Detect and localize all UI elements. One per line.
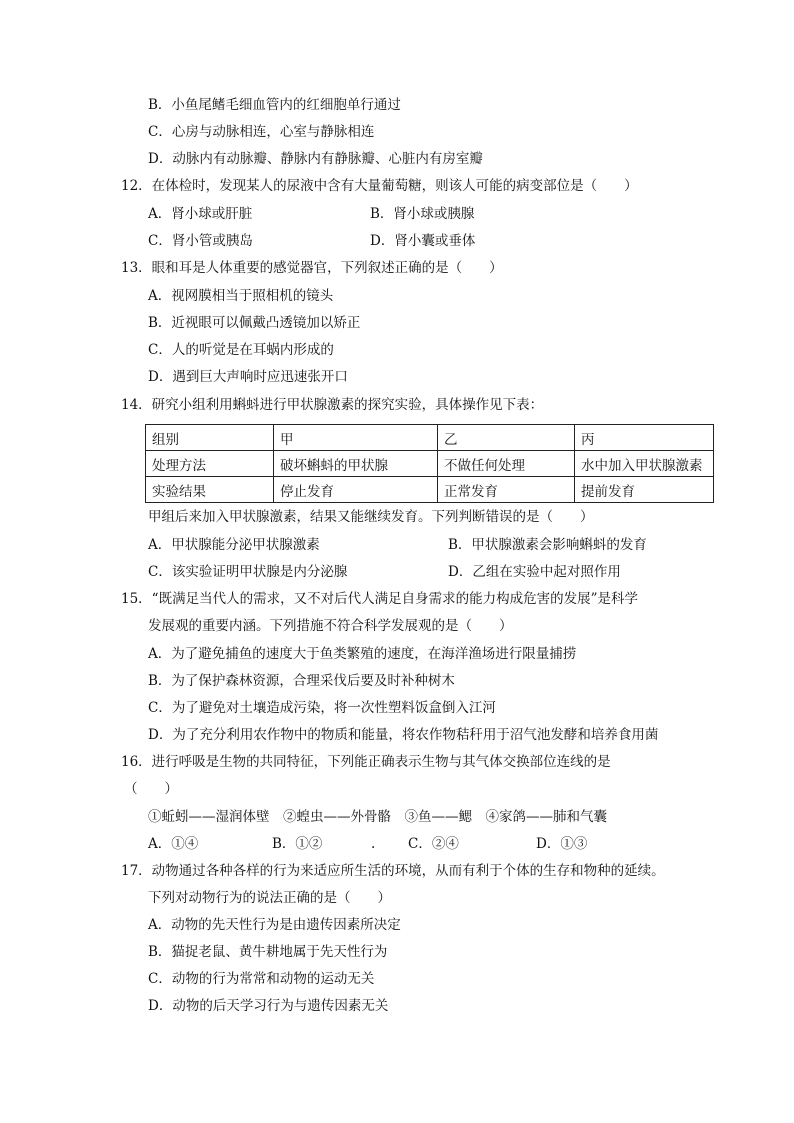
q15-option-a: A．为了避免捕鱼的速度大于鱼类繁殖的速度，在海洋渔场进行限量捕捞 (148, 646, 577, 662)
q15-option-b: B．为了保护森林资源，合理采伐后要及时补种树木 (148, 673, 455, 689)
q14-option-d: D．乙组在实验中起对照作用 (448, 564, 621, 580)
table-cell: 提前发育 (575, 477, 714, 503)
q14-option-a: A．甲状腺能分泌甲状腺激素 (148, 537, 320, 553)
q16-option-d: D．①③ (536, 836, 588, 852)
q13-stem: 13．眼和耳是人体重要的感觉器官，下列叙述正确的是（ ） (121, 260, 503, 276)
table-cell: 不做任何处理 (438, 451, 575, 477)
table-cell: 正常发育 (438, 477, 575, 503)
table-cell: 破坏蝌蚪的甲状腺 (274, 451, 438, 477)
q14-option-b: B．甲状腺激素会影响蝌蚪的发育 (448, 537, 647, 553)
q14-option-c: C．该实验证明甲状腺是内分泌腺 (148, 564, 348, 580)
table-cell: 水中加入甲状腺激素 (575, 451, 714, 477)
q12-option-a: A．肾小球或肝脏 (148, 206, 253, 222)
q12-stem: 12．在体检时，发现某人的尿液中含有大量葡萄糖，则该人可能的病变部位是（ ） (121, 178, 638, 194)
q11-option-d: D．动脉内有动脉瓣、静脉内有静脉瓣、心脏内有房室瓣 (148, 151, 483, 167)
q11-option-b: B．小鱼尾鳍毛细血管内的红细胞单行通过 (148, 97, 401, 113)
q14-stem: 14．研究小组利用蝌蚪进行甲状腺激素的探究实验，具体操作见下表： (121, 397, 544, 413)
table-row (146, 451, 714, 477)
q13-option-d: D．遇到巨大声响时应迅速张开口 (148, 369, 348, 385)
q13-option-b: B．近视眼可以佩戴凸透镜加以矫正 (148, 315, 361, 331)
q15-option-c: C．为了避免对土壤造成污染，将一次性塑料饭盒倒入江河 (148, 700, 496, 716)
q17-option-a: A．动物的先天性行为是由遗传因素所决定 (148, 917, 401, 933)
table-header-cell: 甲 (274, 425, 438, 451)
q15-stem-line1: 15．“既满足当代人的需求，又不对后代人满足自身需求的能力构成危害的发展”是科学 (121, 591, 638, 607)
q17-stem-line2: 下列对动物行为的说法正确的是（ ） (148, 890, 391, 906)
q14-after-text: 甲组后来加入甲状腺激素，结果又能继续发育。下列判断错误的是（ ） (148, 509, 594, 525)
table-row (146, 477, 714, 503)
q17-option-b: B．猫捉老鼠、黄牛耕地属于先天性行为 (148, 944, 388, 960)
q11-option-c: C．心房与动脉相连，心室与静脉相连 (148, 124, 375, 140)
q14-experiment-table (145, 424, 714, 503)
q17-option-d: D．动物的后天学习行为与遗传因素无关 (148, 998, 389, 1014)
q16-stray-dot: . (371, 836, 376, 852)
q12-option-c: C．肾小管或胰岛 (148, 233, 253, 249)
q12-option-b: B．肾小球或胰腺 (370, 206, 475, 222)
q13-option-a: A．视网膜相当于照相机的镜头 (148, 288, 334, 304)
q16-option-c: C．②④ (408, 836, 459, 852)
q16-stem-line2: （ ） (124, 781, 178, 797)
table-row (146, 425, 714, 451)
table-header-cell: 乙 (438, 425, 575, 451)
q17-stem-line1: 17．动物通过各种各样的行为来适应所生活的环境，从而有利于个体的生存和物种的延续。 (121, 863, 665, 879)
table-cell: 停止发育 (274, 477, 438, 503)
table-header-cell: 丙 (575, 425, 714, 451)
q13-option-c: C．人的听觉是在耳蜗内形成的 (148, 342, 334, 358)
q15-option-d: D．为了充分利用农作物中的物质和能量，将农作物秸秆用于沼气池发酵和培养食用菌 (148, 727, 659, 743)
table-header-cell: 组别 (146, 425, 274, 451)
table-cell: 处理方法 (146, 451, 274, 477)
table-cell: 实验结果 (146, 477, 274, 503)
q12-option-d: D．肾小囊或垂体 (370, 233, 476, 249)
q17-option-c: C．动物的行为常常和动物的运动无关 (148, 971, 375, 987)
q15-stem-line2: 发展观的重要内涵。下列措施不符合科学发展观的是（ ） (148, 618, 513, 634)
q16-option-b: B．①② (272, 836, 323, 852)
q16-pairs: ①蚯蚓——湿润体壁 ②蝗虫——外骨骼 ③鱼——鳃 ④家鸽——肺和气囊 (148, 809, 607, 825)
q16-option-a: A．①④ (148, 836, 199, 852)
q16-stem-line1: 16．进行呼吸是生物的共同特征，下列能正确表示生物与其气体交换部位连线的是 (121, 754, 611, 770)
